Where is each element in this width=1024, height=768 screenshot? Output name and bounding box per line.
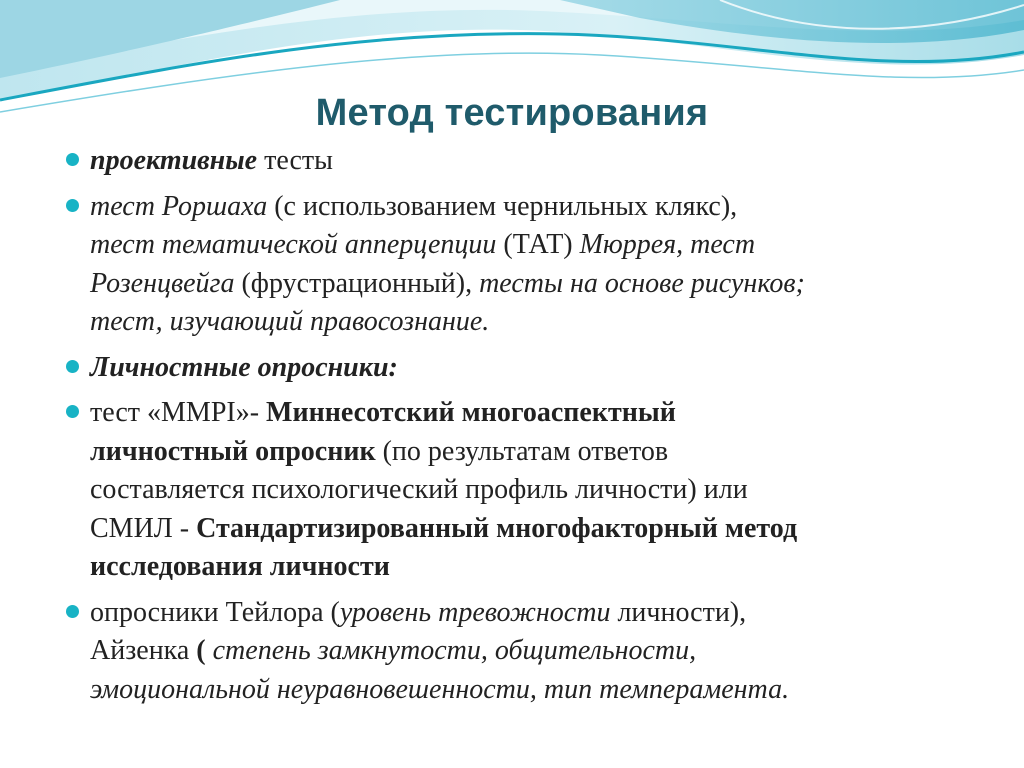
text-segment: эмоциональной неуравновешенности, тип темперамента. (90, 673, 790, 705)
text-segment: тест тематической апперцепции (90, 229, 497, 260)
bullet-list (64, 142, 984, 716)
circle-bullet-icon (66, 405, 79, 418)
text-segment: Розенцвейга (90, 267, 235, 299)
text-segment: Личностные опросники: (90, 351, 398, 383)
text-segment: СМИЛ - (90, 512, 197, 544)
text-segment: тест Роршаха (90, 190, 268, 222)
text-segment: составляется психологический профиль личности) или (90, 474, 748, 505)
text-segment: проективные (90, 145, 258, 176)
text-segment: Миннесотский многоаспектный (266, 397, 676, 428)
text-segment: Айзенка (90, 635, 197, 666)
circle-bullet-icon (66, 199, 79, 212)
text-segment: Мюррея, тест (579, 229, 756, 260)
text-segment: тест «MMPI»- (90, 397, 267, 428)
text-segment: Стандартизированный многофакторный метод (196, 512, 798, 544)
text-segment: ( (196, 635, 213, 666)
bullet-item (64, 142, 984, 181)
circle-bullet-icon (66, 360, 79, 373)
text-segment: (ТАТ) (496, 229, 580, 260)
text-segment: (по результатам ответов (375, 435, 669, 467)
text-segment: степень замкнутости, общительности, (212, 635, 697, 666)
text-segment: тесты (257, 145, 333, 176)
bullet-item (64, 594, 984, 710)
circle-bullet-icon (66, 153, 79, 166)
text-segment: исследования личности (90, 551, 390, 582)
slide-title: Метод тестирования (315, 92, 709, 134)
bullet-item (64, 188, 984, 342)
circle-bullet-icon (66, 605, 79, 618)
text-segment: тест, изучающий правосознание. (90, 306, 490, 337)
bullet-item (64, 394, 984, 587)
text-segment: (с использованием чернильных клякс), (267, 190, 738, 222)
text-segment: уровень тревожности (339, 596, 611, 628)
text-segment: (фрустрационный), (234, 267, 480, 299)
bullet-item (64, 349, 984, 388)
text-segment: тесты на основе рисунков; (479, 267, 805, 299)
text-segment: личностный опросник (90, 435, 376, 467)
text-segment: опросники Тейлора ( (90, 596, 340, 628)
text-segment: личности), (610, 596, 747, 628)
